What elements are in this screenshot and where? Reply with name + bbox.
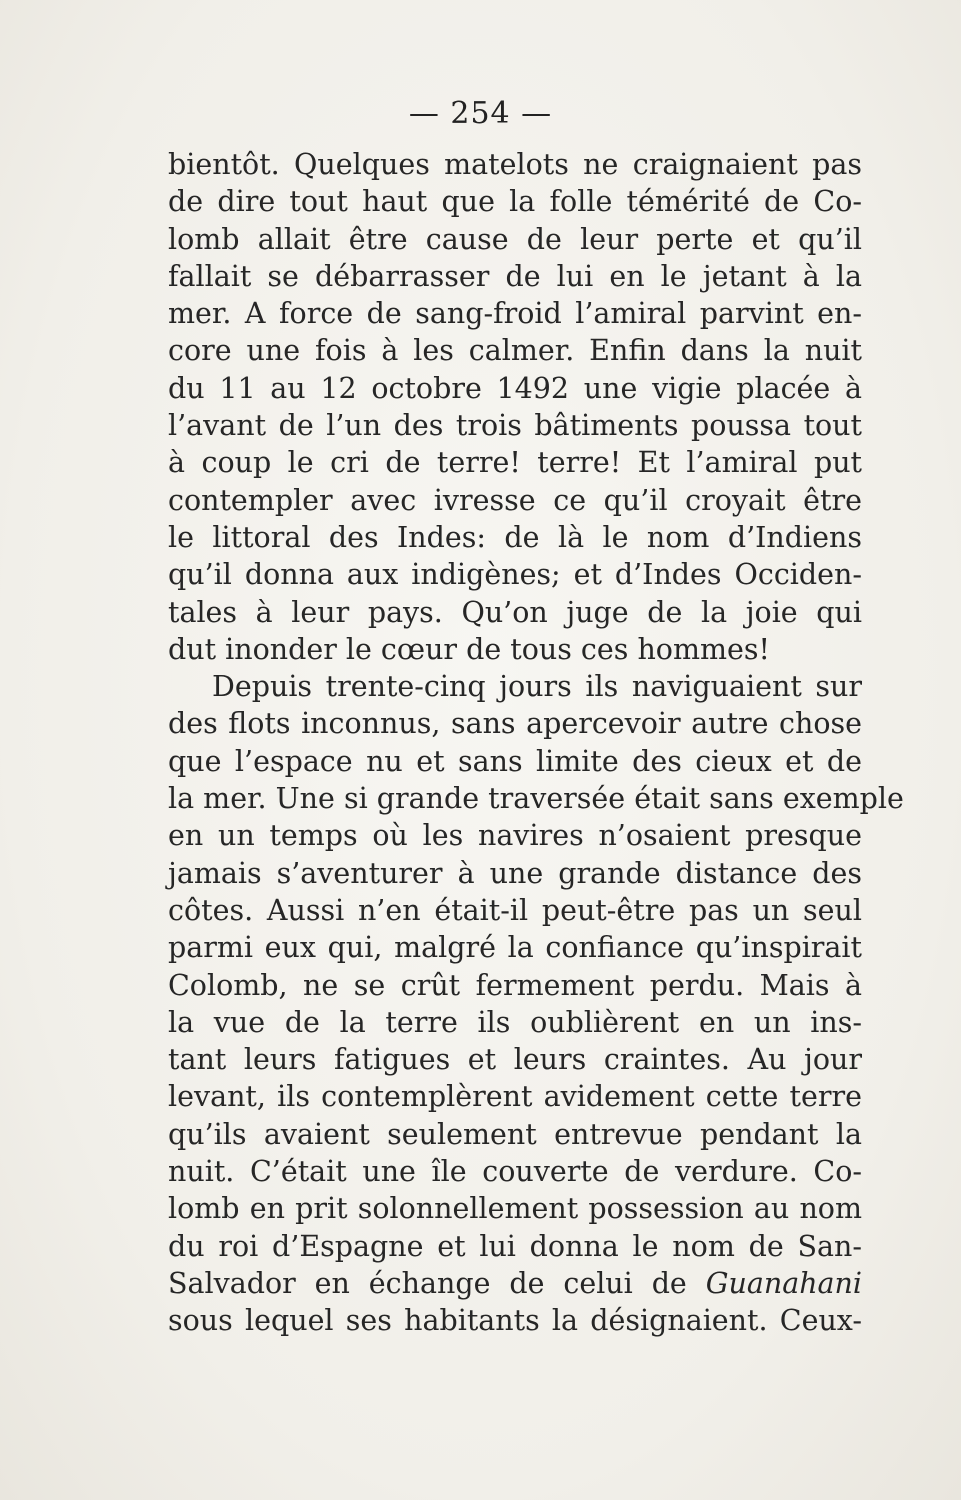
text-line: Depuis trente-cinq jours ils naviguaient sur — [212, 670, 862, 704]
text-line-with-italic — [168, 1265, 862, 1302]
text-line: du roi d’Espagne et lui donna le nom de San- — [168, 1229, 862, 1263]
text-line: lomb en prit solonnellement possession au nom — [168, 1192, 862, 1226]
text-line: à coup le cri de terre! terre! Et l’amiral put — [168, 446, 862, 480]
text-line: du 11 au 12 octobre 1492 une vigie placée à — [168, 371, 862, 405]
text-line: bientôt. Quelques matelots ne craignaient pas — [168, 148, 862, 181]
text-line: côtes. Aussi n’en était-il peut-être pas un seul — [168, 893, 862, 927]
text-line: parmi eux qui, malgré la confiance qu’inspirait — [168, 931, 862, 965]
text-line: la vue de la terre ils oublièrent en un ins- — [168, 1005, 862, 1039]
text-line: des flots inconnus, sans apercevoir autre chose — [168, 707, 862, 741]
text-line: nuit. C’était une île couverte de verdure. Co- — [168, 1155, 862, 1189]
text-line: qu’il donna aux indigènes; et d’Indes Occiden- — [168, 558, 862, 592]
text-line: contempler avec ivresse ce qu’il croyait être — [168, 483, 862, 517]
text-line: fallait se débarrasser de lui en le jetant à la — [168, 259, 862, 293]
text-line: tales à leur pays. Qu’on juge de la joie qui — [168, 595, 862, 629]
text-line: que l’espace nu et sans limite des cieux et de — [168, 744, 862, 778]
italic-place-name: Guanahani — [705, 1266, 863, 1300]
text-line: mer. A force de sang-froid l’amiral parvint en- — [168, 297, 862, 331]
text-line: jamais s’aventurer à une grande distance des — [168, 856, 862, 890]
text-line: sous lequel ses habitants la désignaient. Ceux- — [168, 1304, 862, 1338]
page-number: — 254 — — [408, 96, 553, 131]
text-line: levant, ils contemplèrent avidement cette terre — [168, 1080, 862, 1114]
body-text — [168, 146, 904, 1340]
text-line: le littoral des Indes: de là le nom d’Indiens — [168, 520, 862, 554]
text-line: core une fois à les calmer. Enfin dans la nuit — [168, 334, 862, 368]
text-line: la mer. Une si grande traversée était sans exemple — [168, 782, 904, 816]
text-line: en un temps où les navires n’osaient presque — [168, 819, 862, 853]
text-segment: Salvador en échange de celui de — [168, 1266, 687, 1300]
text-line: l’avant de l’un des trois bâtiments poussa tout — [168, 409, 862, 443]
text-line: qu’ils avaient seulement entrevue pendant la — [168, 1117, 862, 1151]
text-line: de dire tout haut que la folle témérité de Co- — [168, 185, 862, 219]
text-line: Colomb, ne se crût fermement perdu. Mais à — [168, 968, 862, 1002]
text-line: lomb allait être cause de leur perte et qu’il — [168, 222, 862, 256]
text-line: dut inonder le cœur de tous ces hommes! — [168, 632, 770, 666]
text-line: tant leurs fatigues et leurs craintes. Au jour — [168, 1043, 862, 1077]
